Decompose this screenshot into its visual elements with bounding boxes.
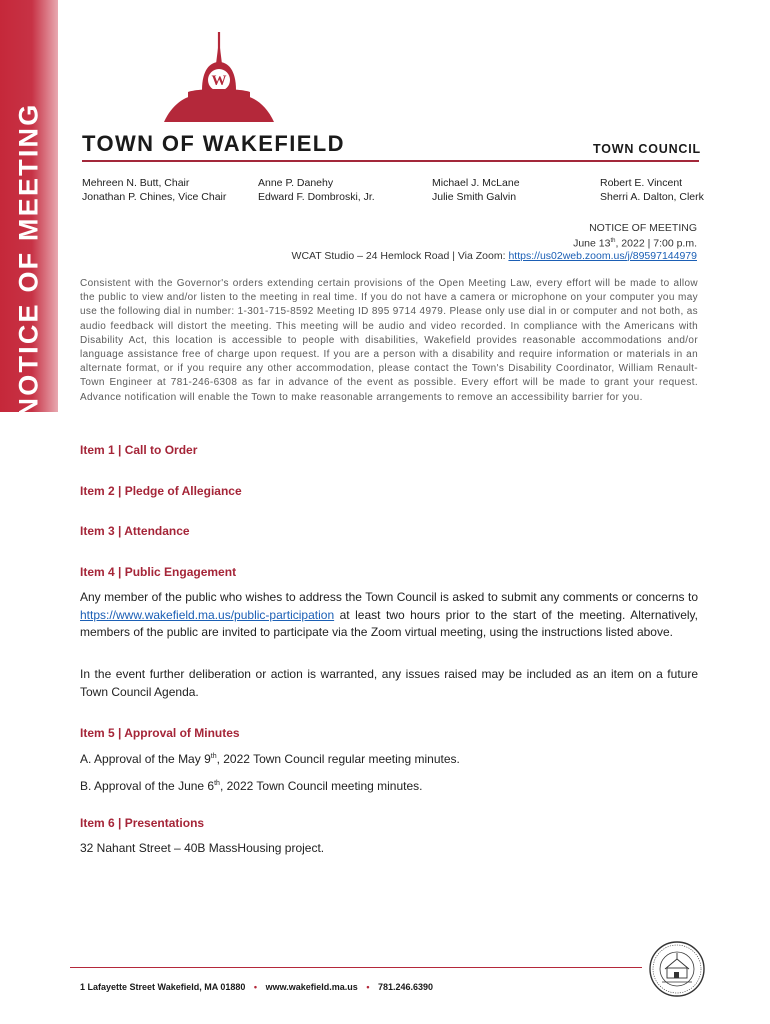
presentations-line: 32 Nahant Street – 40B MassHousing project.	[80, 841, 325, 855]
minutes-b: B. Approval of the June 6th, 2022 Town Council meeting minutes.	[80, 779, 423, 793]
footer-website: www.wakefield.ma.us	[265, 982, 358, 992]
members-column-1	[82, 176, 226, 204]
notice-title: NOTICE OF MEETING	[589, 222, 697, 234]
footer-phone: 781.246.6390	[377, 982, 434, 992]
sidebar-label: NOTICE OF MEETING	[13, 102, 44, 418]
agenda-item-2: Item 2 | Pledge of Allegiance	[80, 484, 242, 498]
footer-separator: •	[253, 982, 258, 992]
minutes-a: A. Approval of the May 9th, 2022 Town Council regular meeting minutes.	[80, 752, 460, 766]
member-name: Sherri A. Dalton, Clerk	[600, 191, 704, 203]
footer-separator: •	[366, 982, 370, 992]
notice-location: WCAT Studio – 24 Hemlock Road | Via Zoom: https://us02web.zoom.us/j/89597144979	[291, 249, 697, 262]
footer-contact	[80, 982, 433, 992]
members-column-3	[432, 176, 520, 204]
notice-block	[292, 222, 697, 262]
member-name: Jonathan P. Chines, Vice Chair	[82, 191, 227, 203]
member-name: Michael J. McLane	[432, 177, 520, 189]
agenda-item-3: Item 3 | Attendance	[80, 524, 190, 538]
agenda-item-4: Item 4 | Public Engagement	[80, 565, 237, 579]
member-name: Mehreen N. Butt, Chair	[82, 177, 190, 189]
town-seal-icon	[648, 940, 706, 998]
members-column-4	[600, 176, 704, 204]
engagement-paragraph-1: Any member of the public who wishes to address the Town Council is asked to submit any comments or concerns to https://www.wakefield.ma.us/public-participation at least two hours prior to the start of the meeting. Alternatively, members of the public are invited to participate via the Zoom virtual meeting, using the instructions listed above.	[80, 590, 698, 639]
members-column-2	[258, 176, 375, 204]
footer-rule	[70, 967, 642, 968]
zoom-link[interactable]: https://us02web.zoom.us/j/89597144979	[508, 249, 697, 262]
notice-date: June 13th, 2022 | 7:00 p.m.	[573, 237, 697, 249]
header-rule	[82, 160, 699, 162]
member-name: Anne P. Danehy	[258, 177, 334, 189]
town-name: TOWN OF WAKEFIELD	[82, 131, 345, 156]
footer-address: 1 Lafayette Street Wakefield, MA 01880	[80, 982, 246, 992]
council-name: TOWN COUNCIL	[593, 142, 701, 156]
agenda-item-1: Item 1 | Call to Order	[80, 443, 198, 457]
member-name: Julie Smith Galvin	[432, 191, 517, 203]
agenda-item-6: Item 6 | Presentations	[80, 816, 205, 830]
notice-sidebar	[0, 0, 58, 418]
town-logo	[158, 30, 280, 126]
logo-letter: W	[211, 73, 227, 89]
engagement-paragraph-2: In the event further deliberation or action is warranted, any issues raised may be included as an item on a future Town Council Agenda.	[80, 667, 698, 699]
public-participation-link[interactable]: https://www.wakefield.ma.us/public-participation	[80, 607, 335, 622]
member-name: Robert E. Vincent	[600, 177, 683, 189]
member-name: Edward F. Dombroski, Jr.	[258, 191, 375, 203]
intro-paragraph: Consistent with the Governor's orders extending certain provisions of the Open Meeting Law, every effort will be made to allow the public to view and/or listen to the meeting in real time. If you do not have a camera or microphone on your computer you may use the following dial in number: 1-301-715-8592 Meeting ID 895 9714 4979. Please only use dial in or computer and not both, as audio feedback will distort the meeting. This meeting will be audio and video recorded. In compliance with the Americans with Disability Act, this location is accessible to people with disabilities, Wakefield provides reasonable accommodations and/or language assistance free of charge upon request. If you are a person with a disability and require information or materials in an alternate format, or if you require any other accommodation, please contact the Town's Disability Coordinator, William Renault-Town Engineer at 781-246-6308 as far in advance of the event as possible. Every effort will be made to grant your request. Advance notification will enable the Town to make reasonable arrangements to remove an accessibility barrier for you.	[80, 278, 698, 403]
agenda-item-5: Item 5 | Approval of Minutes	[80, 726, 240, 740]
